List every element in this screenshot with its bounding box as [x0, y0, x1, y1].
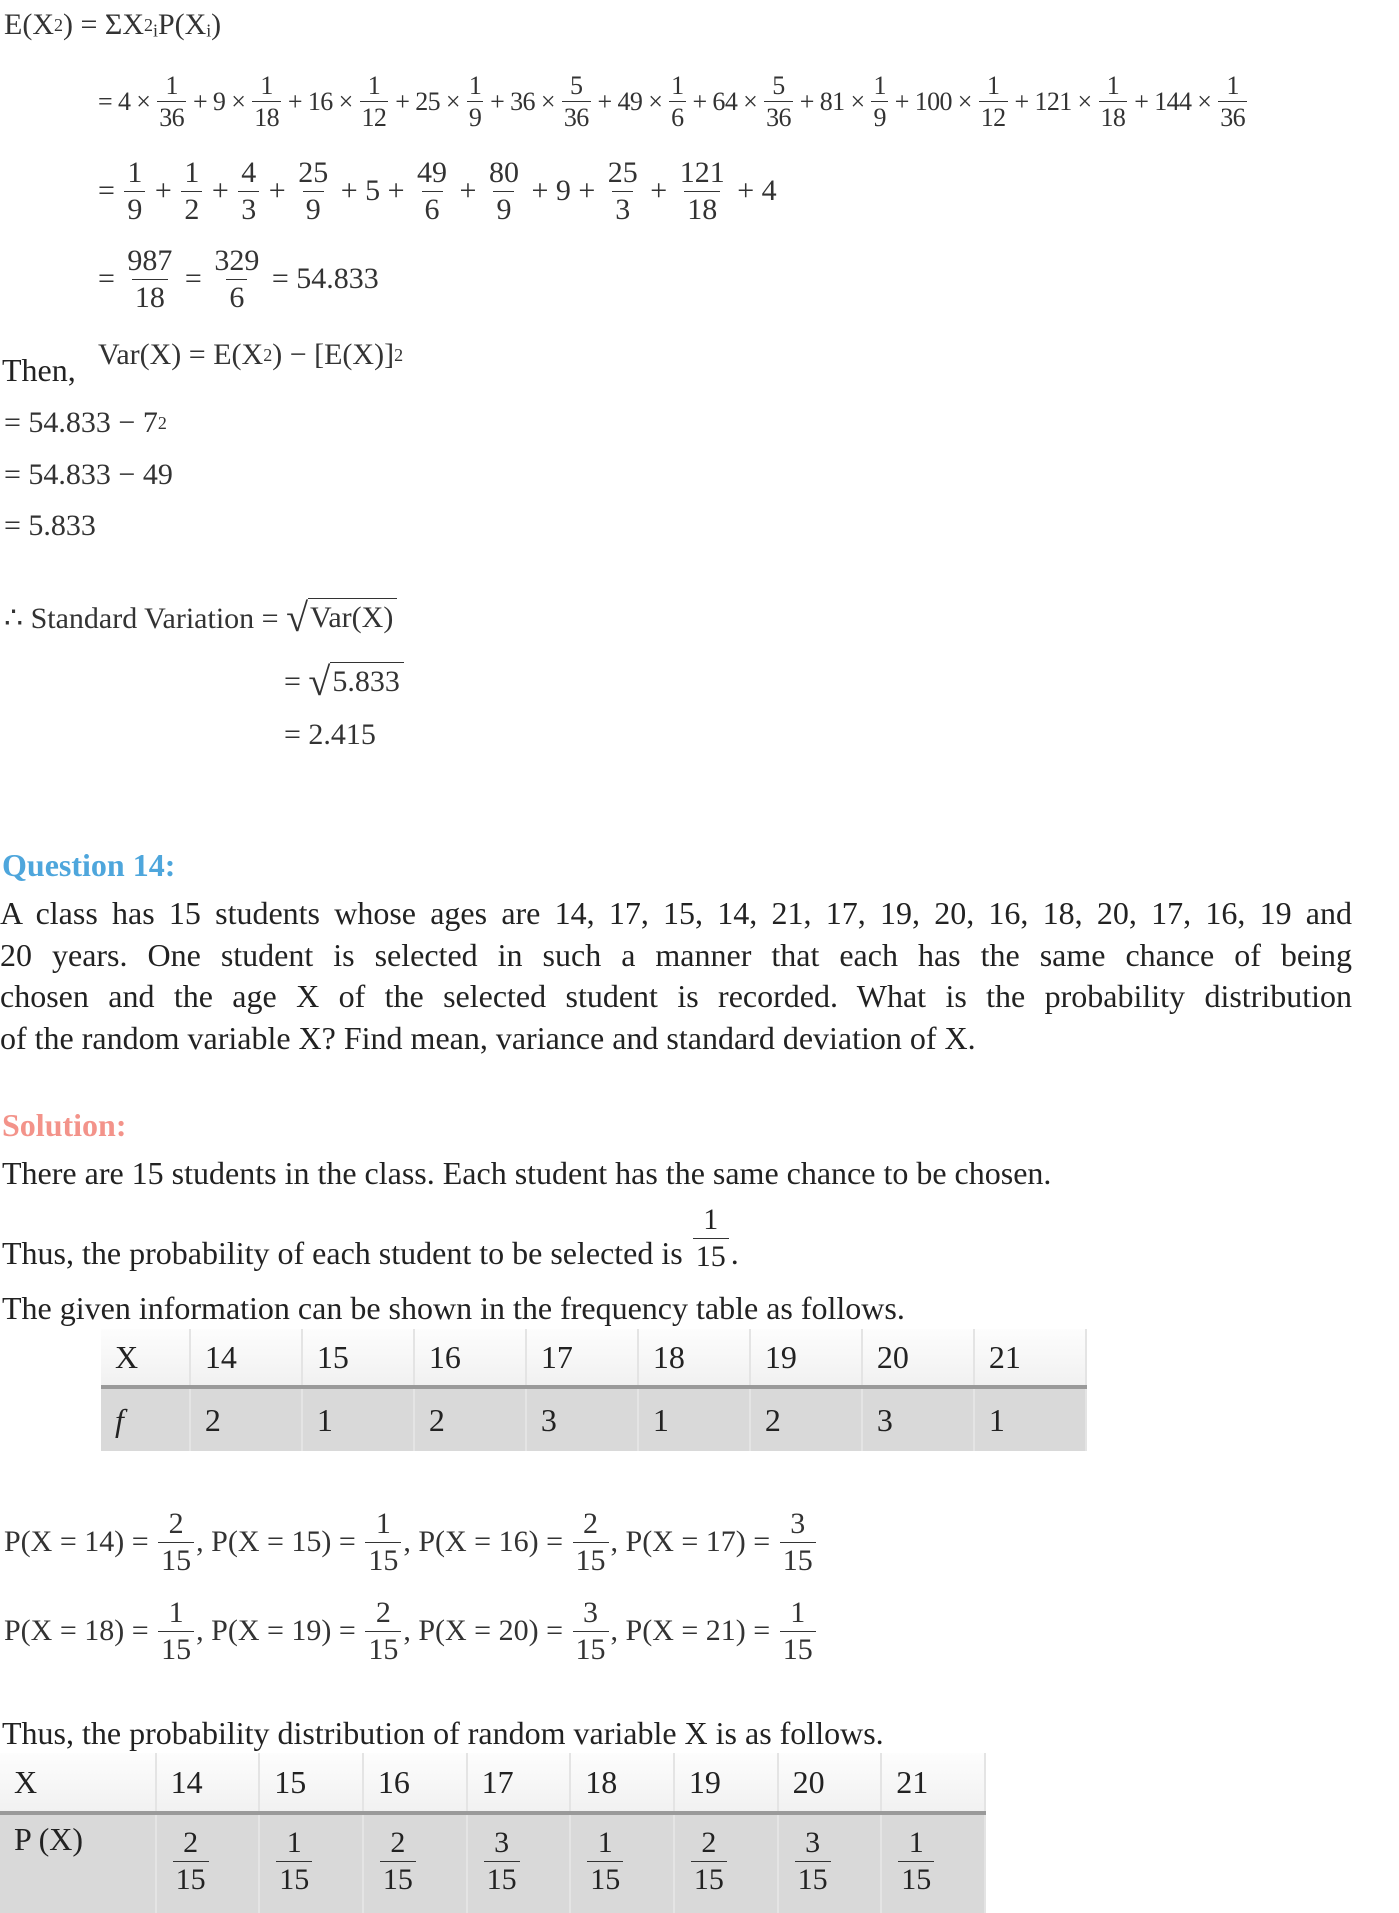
fraction: [360, 72, 389, 132]
numerator: 1: [260, 71, 273, 100]
fraction: [562, 72, 591, 132]
math-text: +: [147, 174, 180, 207]
fraction: [157, 72, 186, 132]
numerator: 1: [873, 71, 886, 100]
solution-line-1: There are 15 students in the class. Each student has the same chance to be chosen.: [2, 1155, 1052, 1191]
fraction: [414, 157, 450, 225]
fraction: [124, 245, 175, 313]
solution-heading: Solution:: [2, 1107, 127, 1143]
numerator: 1: [597, 1826, 613, 1859]
fraction: [252, 72, 281, 132]
probability-cell: [881, 1813, 985, 1913]
denominator: 15: [573, 1542, 609, 1577]
superscript: 2: [53, 14, 63, 35]
numerator: 2: [375, 1596, 391, 1629]
fraction: [780, 1597, 816, 1665]
numerator: 1: [165, 71, 178, 100]
frequency-cell: 2: [414, 1387, 526, 1451]
numerator: 329: [214, 244, 260, 277]
denominator: 2: [181, 191, 202, 226]
math-text: E(X: [4, 8, 54, 41]
numerator: 5: [570, 71, 583, 100]
numerator: 2: [701, 1826, 717, 1859]
fraction: [764, 72, 793, 132]
question-text: [0, 893, 1352, 1059]
header-cell: 16: [414, 1329, 526, 1387]
denominator: 15: [380, 1861, 416, 1896]
superscript: 2: [157, 412, 167, 433]
fraction: [365, 1508, 401, 1576]
frequency-count-row: [101, 1387, 1086, 1451]
fraction: [979, 72, 1008, 132]
question-line: 20 years. One student is selected in such a manner that each has the same chance of being: [0, 936, 1352, 973]
ex2-simplified: [98, 157, 777, 225]
solution-line-3: The given information can be shown in the frequency table as follows.: [2, 1290, 905, 1326]
math-text: = 5.833: [4, 509, 96, 542]
header-label: X: [0, 1753, 156, 1813]
fraction: [365, 1597, 401, 1665]
fraction: [573, 1597, 609, 1665]
denominator: 18: [254, 103, 279, 133]
ex2-definition: [4, 8, 221, 42]
question-line: of the random variable X? Find mean, variance and standard deviation of X.: [0, 1019, 976, 1056]
denominator: 36: [766, 103, 791, 133]
fraction: [181, 157, 202, 225]
denominator: 36: [159, 103, 185, 133]
header-cell: 18: [570, 1753, 674, 1813]
numerator: 49: [417, 156, 448, 189]
fraction: [276, 1827, 312, 1895]
distribution-probability-row: [0, 1813, 985, 1913]
math-text: + 100 ×: [888, 86, 978, 116]
numerator: 1: [986, 71, 1000, 100]
sqrt-symbol: √ 5.833: [308, 662, 403, 702]
probability-cell: [363, 1813, 467, 1913]
denominator: 18: [1100, 103, 1126, 133]
fraction: [898, 1827, 934, 1895]
denominator: 15: [365, 1631, 401, 1666]
numerator: 1: [1226, 71, 1239, 100]
frequency-cell: 2: [750, 1387, 862, 1451]
numerator: 3: [805, 1826, 821, 1859]
math-text: = 2.415: [284, 718, 376, 751]
denominator: 15: [780, 1631, 816, 1666]
fraction: [238, 157, 259, 225]
denominator: 15: [898, 1861, 934, 1896]
variance-step-2: [4, 458, 173, 492]
denominator: 15: [158, 1631, 194, 1666]
row-label: P (X): [0, 1813, 156, 1913]
math-text: , P(X = 15) =: [196, 1525, 364, 1558]
sqrt-symbol: √ Var(X): [286, 598, 397, 638]
variance-definition: [98, 338, 403, 372]
denominator: 9: [493, 191, 514, 226]
fraction: [211, 245, 262, 313]
header-cell: 19: [674, 1753, 778, 1813]
probability-cell: [156, 1813, 260, 1913]
denominator: 15: [780, 1542, 816, 1577]
superscript: 2: [144, 14, 154, 35]
variance-result: [4, 509, 96, 543]
radicand: Var(X): [308, 598, 397, 638]
fraction: [1099, 72, 1128, 132]
denominator: 12: [980, 103, 1006, 133]
math-text: ) − [E(X)]: [272, 338, 395, 371]
denominator: 9: [303, 191, 324, 226]
header-cell: 17: [467, 1753, 571, 1813]
denominator: 9: [873, 103, 886, 133]
frequency-cell: 1: [302, 1387, 414, 1451]
math-text: = 4 ×: [98, 86, 157, 116]
header-cell: 20: [862, 1329, 974, 1387]
frequency-cell: 1: [638, 1387, 750, 1451]
math-text: + 9 +: [523, 174, 603, 207]
numerator: 1: [790, 1596, 806, 1629]
math-text: = 54.833 − 49: [4, 458, 173, 491]
std-dev-definition: [4, 595, 397, 640]
math-text: + 49 ×: [591, 86, 669, 116]
question-line: A class has 15 students whose ages are 14, 17, 15, 14, 21, 17, 19, 20, 16, 18, 20, 17, 16, 19 and: [0, 895, 1352, 931]
denominator: 36: [563, 103, 589, 133]
math-text: +: [261, 174, 294, 207]
denominator: 15: [691, 1861, 727, 1896]
numerator: 25: [298, 156, 329, 189]
numerator: 987: [127, 244, 173, 277]
fraction: [780, 1508, 816, 1576]
numerator: 4: [241, 156, 257, 189]
math-text: ᵢP(Xᵢ): [153, 8, 222, 41]
numerator: 1: [168, 1596, 184, 1629]
solution-line-4: Thus, the probability distribution of random variable X is as follows.: [2, 1715, 884, 1751]
math-text: , P(X = 20) =: [403, 1614, 571, 1647]
probability-cell: [674, 1813, 778, 1913]
std-dev-step: [284, 659, 404, 704]
header-cell: 20: [778, 1753, 882, 1813]
fraction: [1218, 72, 1247, 132]
math-text: =: [177, 262, 210, 295]
numerator: 1: [703, 1203, 719, 1236]
fraction: [124, 157, 145, 225]
fraction: [173, 1827, 209, 1895]
std-dev-label: ∴ Standard Variation =: [4, 601, 287, 635]
header-cell: 19: [750, 1329, 862, 1387]
denominator: 9: [124, 191, 145, 226]
probability-cell: [778, 1813, 882, 1913]
ex2-expansion: [98, 72, 1248, 132]
denominator: 15: [158, 1542, 194, 1577]
frequency-cell: 2: [190, 1387, 302, 1451]
probability-cell: [259, 1813, 363, 1913]
math-text: +: [642, 174, 675, 207]
probability-line-1: [4, 1508, 818, 1576]
frequency-cell: 3: [526, 1387, 638, 1451]
denominator: 15: [573, 1631, 609, 1666]
fraction: [380, 1827, 416, 1895]
ex2-result: [98, 245, 379, 313]
denominator: 15: [365, 1542, 401, 1577]
denominator: 6: [671, 103, 684, 133]
numerator: 2: [583, 1507, 599, 1540]
fraction: [484, 1827, 520, 1895]
numerator: 80: [488, 156, 519, 189]
fraction: [871, 72, 887, 132]
period: .: [730, 1235, 739, 1271]
numerator: 3: [583, 1596, 599, 1629]
frequency-table: [101, 1329, 1087, 1451]
denominator: 15: [276, 1861, 312, 1896]
header-label: X: [101, 1329, 190, 1387]
numerator: 1: [184, 156, 200, 189]
math-text: + 9 ×: [187, 86, 252, 116]
denominator: 36: [1220, 103, 1246, 133]
fraction: [605, 157, 641, 225]
math-text: = 54.833: [264, 262, 379, 295]
fraction: [573, 1508, 609, 1576]
header-cell: 15: [302, 1329, 414, 1387]
denominator: 3: [612, 191, 633, 226]
question-heading: Question 14:: [2, 847, 176, 883]
fraction: [158, 1508, 194, 1576]
probability-line-2: [4, 1597, 818, 1665]
math-text: , P(X = 17) =: [610, 1525, 778, 1558]
math-text: + 16 ×: [282, 86, 359, 116]
distribution-header-row: [0, 1753, 985, 1813]
probability-cell: [467, 1813, 571, 1913]
question-line: chosen and the age X of the selected student is recorded. What is the probability distribution: [0, 978, 1352, 1014]
row-label: f: [101, 1387, 190, 1451]
header-cell: 18: [638, 1329, 750, 1387]
denominator: 6: [226, 279, 247, 314]
math-text: + 81 ×: [793, 86, 871, 116]
header-cell: 16: [363, 1753, 467, 1813]
fraction: [467, 72, 483, 132]
fraction: [795, 1827, 831, 1895]
fraction: [486, 157, 522, 225]
header-cell: 17: [526, 1329, 638, 1387]
math-text: +: [204, 174, 237, 207]
math-text: P(X = 18) =: [4, 1614, 157, 1647]
numerator: 5: [772, 71, 785, 100]
math-text: , P(X = 21) =: [610, 1614, 778, 1647]
numerator: 1: [468, 71, 482, 100]
math-text: ) = ΣX: [62, 8, 145, 41]
then-label: Then,: [2, 352, 76, 388]
radicand: 5.833: [330, 662, 404, 702]
numerator: 3: [494, 1826, 510, 1859]
numerator: 1: [375, 1507, 391, 1540]
numerator: 2: [168, 1507, 184, 1540]
numerator: 3: [790, 1507, 806, 1540]
math-text: + 25 ×: [389, 86, 466, 116]
math-text: + 5 +: [333, 174, 413, 207]
denominator: 15: [693, 1238, 729, 1273]
denominator: 3: [238, 191, 259, 226]
header-cell: 14: [190, 1329, 302, 1387]
math-text: + 121 ×: [1008, 86, 1098, 116]
math-text: +: [452, 174, 484, 207]
numerator: 1: [908, 1826, 924, 1859]
numerator: 25: [607, 156, 638, 189]
math-text: + 144 ×: [1128, 86, 1218, 116]
denominator: 18: [132, 279, 168, 314]
math-text: =: [98, 262, 123, 295]
fraction: [158, 1597, 194, 1665]
header-cell: 14: [156, 1753, 260, 1813]
probability-cell: [570, 1813, 674, 1913]
fraction: [691, 1827, 727, 1895]
fraction: [677, 157, 728, 225]
numerator: 2: [390, 1826, 406, 1859]
fraction: [587, 1827, 623, 1895]
numerator: 1: [286, 1826, 302, 1859]
frequency-cell: 3: [862, 1387, 974, 1451]
math-text: Var(X) = E(X: [98, 338, 264, 371]
numerator: 1: [1106, 71, 1120, 100]
fraction: [669, 72, 685, 132]
denominator: 18: [684, 191, 720, 226]
math-text: , P(X = 19) =: [196, 1614, 364, 1647]
numerator: 121: [679, 156, 725, 189]
solution-line-2-text: Thus, the probability of each student to be selected is: [2, 1235, 691, 1271]
header-cell: 15: [259, 1753, 363, 1813]
equals: =: [284, 665, 309, 698]
denominator: 15: [173, 1861, 209, 1896]
math-text: + 4: [729, 174, 777, 207]
math-text: =: [98, 174, 123, 207]
probability-distribution-table: [0, 1753, 986, 1913]
numerator: 1: [671, 71, 684, 100]
math-text: + 36 ×: [484, 86, 561, 116]
superscript: 2: [263, 344, 273, 365]
denominator: 15: [587, 1861, 623, 1896]
variance-step-1: [4, 406, 167, 440]
frequency-cell: 1: [974, 1387, 1086, 1451]
numerator: 1: [367, 71, 381, 100]
fraction: [693, 1204, 729, 1272]
header-cell: 21: [974, 1329, 1086, 1387]
denominator: 6: [422, 191, 443, 226]
solution-line-2: [2, 1204, 739, 1272]
denominator: 15: [484, 1861, 520, 1896]
numerator: 1: [127, 156, 143, 189]
math-text: = 54.833 − 7: [4, 406, 158, 439]
superscript: 2: [394, 344, 404, 365]
math-text: P(X = 14) =: [4, 1525, 157, 1558]
math-text: , P(X = 16) =: [403, 1525, 571, 1558]
frequency-header-row: [101, 1329, 1086, 1387]
numerator: 2: [183, 1826, 199, 1859]
fraction: [295, 157, 331, 225]
denominator: 15: [795, 1861, 831, 1896]
denominator: 12: [361, 103, 387, 133]
header-cell: 21: [881, 1753, 985, 1813]
denominator: 9: [468, 103, 482, 133]
math-text: + 64 ×: [686, 86, 764, 116]
std-dev-result: [284, 718, 376, 752]
